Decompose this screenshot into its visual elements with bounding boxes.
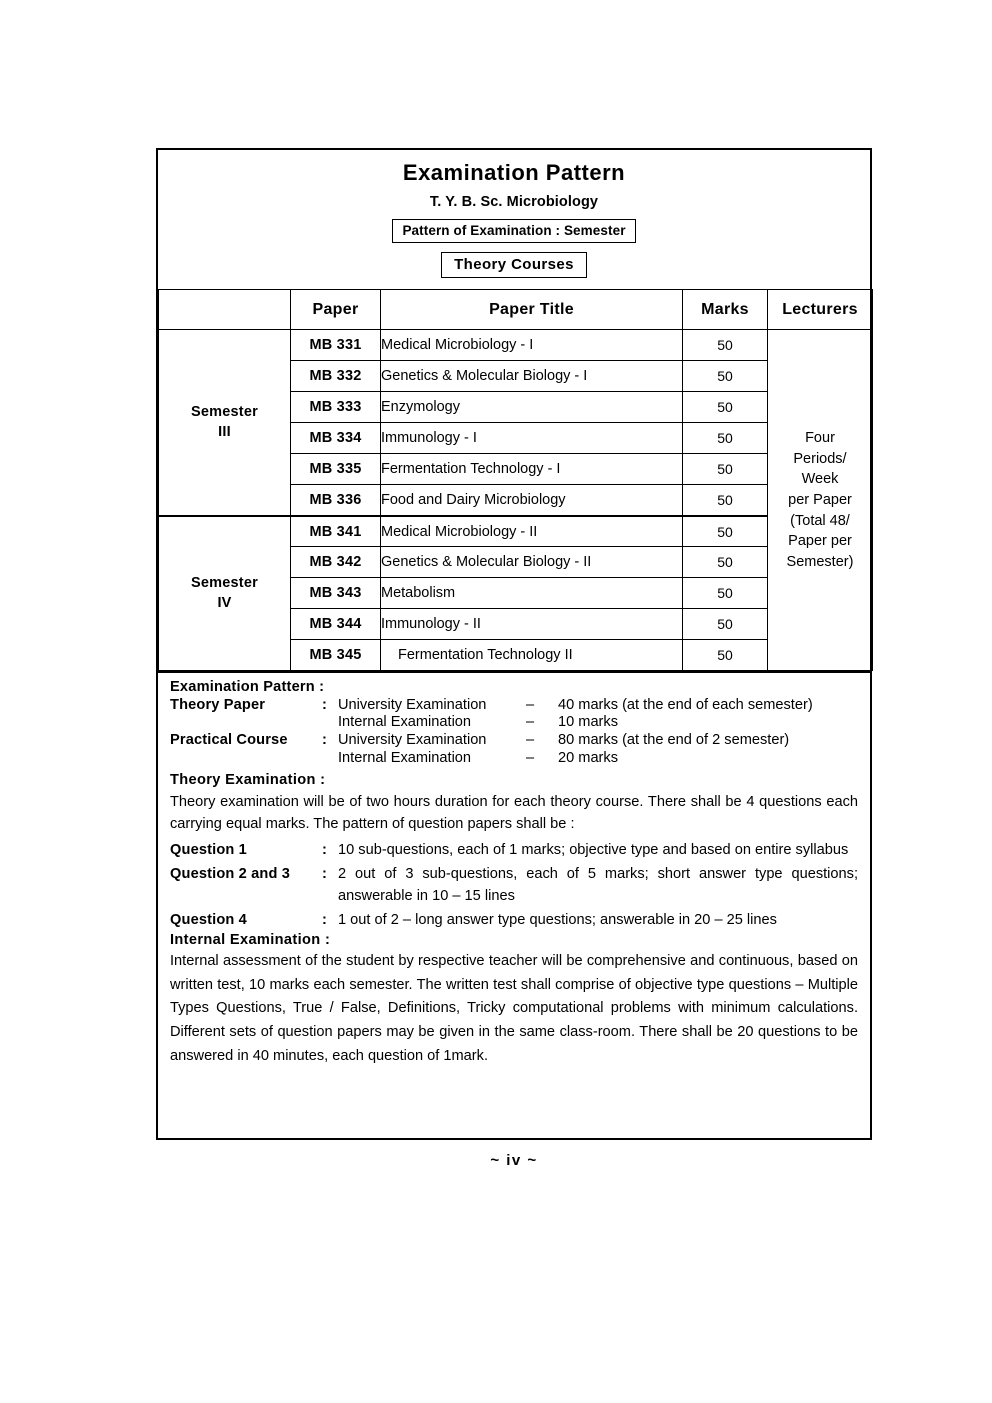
practical-course-colon: :: [322, 732, 327, 749]
lecturers-note-line: (Total 48/: [790, 512, 850, 529]
theory-paper-internal-value: 10 marks: [558, 714, 619, 731]
course-table: [158, 289, 873, 671]
paper-title: Immunology - II: [381, 609, 683, 640]
theory-paper-colon: :: [322, 696, 327, 713]
internal-examination-heading: Internal Examination :: [170, 931, 331, 948]
question-1-text: 10 sub-questions, each of 1 marks; objective type and based on entire syllabus: [338, 842, 849, 859]
paper-marks: 50: [683, 423, 768, 454]
page-footer: ~ iv ~: [490, 1152, 538, 1169]
paper-marks: 50: [683, 392, 768, 423]
column-header-paper: Paper: [291, 290, 381, 330]
theory-paper-university-value: 40 marks (at the end of each semester): [558, 696, 813, 713]
paper-code: MB 331: [291, 330, 381, 361]
paper-title: Genetics & Molecular Biology - II: [381, 547, 683, 578]
paper-code: MB 344: [291, 609, 381, 640]
paper-marks: 50: [683, 330, 768, 361]
paper-marks: 50: [683, 547, 768, 578]
lecturers-note-line: Periods/: [793, 450, 847, 467]
document-frame: [156, 148, 872, 1140]
paper-code: MB 334: [291, 423, 381, 454]
practical-course-university-value: 80 marks (at the end of 2 semester): [558, 732, 790, 749]
paper-marks: 50: [683, 516, 768, 547]
question-4-text: 1 out of 2 – long answer type questions; answerable in 20 – 25 lines: [338, 912, 777, 928]
paper-marks: 50: [683, 640, 768, 671]
semester-3-label-line1: Semester: [191, 403, 258, 420]
pattern-of-examination-container: [158, 219, 870, 244]
semester-4-label-line1: Semester: [191, 574, 258, 591]
theory-paper-row-1: [170, 698, 858, 713]
paper-marks: 50: [683, 485, 768, 516]
semester-3-label: [159, 330, 291, 516]
paper-code: MB 345: [291, 640, 381, 671]
theory-paper-dash-2: –: [526, 714, 535, 731]
theory-courses-container: [158, 252, 870, 278]
column-header-lecturers: Lecturers: [768, 290, 873, 330]
theory-paper-internal-label: Internal Examination: [338, 714, 472, 731]
paper-marks: 50: [683, 454, 768, 485]
paper-title: Medical Microbiology - I: [381, 330, 683, 361]
header-spacer: [158, 278, 870, 289]
table-row: [159, 330, 873, 361]
column-header-paper-title: Paper Title: [381, 290, 683, 330]
practical-course-internal-label: Internal Examination: [338, 749, 472, 766]
lecturers-note-line: Semester): [786, 553, 854, 570]
question-4-label: Question 4: [170, 912, 247, 928]
paper-code: MB 342: [291, 547, 381, 578]
lecturers-note: [768, 330, 873, 671]
theory-paper-label: Theory Paper: [170, 696, 266, 713]
practical-course-label: Practical Course: [170, 732, 288, 749]
lecturers-note-line: per Paper: [788, 491, 852, 508]
course-table-body: [159, 330, 873, 671]
course-table-header: [159, 290, 873, 330]
semester-4-label-line2: IV: [217, 594, 232, 611]
paper-title: Enzymology: [381, 392, 683, 423]
lecturers-note-line: Four: [805, 430, 835, 447]
paper-title: Fermentation Technology II: [381, 640, 683, 671]
examination-pattern-heading: Examination Pattern :: [170, 679, 325, 696]
column-header-semester: [159, 290, 291, 330]
question-4-colon: :: [322, 912, 327, 928]
practical-course-dash-1: –: [526, 732, 535, 749]
paper-title: Food and Dairy Microbiology: [381, 485, 683, 516]
paper-title: Fermentation Technology - I: [381, 454, 683, 485]
theory-courses-box: Theory Courses: [441, 252, 587, 278]
paper-code: MB 332: [291, 361, 381, 392]
column-header-marks: Marks: [683, 290, 768, 330]
table-header-row: [159, 290, 873, 330]
question-2-3-colon: :: [322, 865, 327, 882]
document-header: [158, 150, 870, 289]
paper-title: Metabolism: [381, 578, 683, 609]
page-title: Examination Pattern: [402, 160, 626, 185]
practical-course-row-2: [170, 751, 858, 766]
theory-paper-university-label: University Examination: [338, 696, 487, 713]
practical-course-university-label: University Examination: [338, 732, 487, 749]
practical-course-internal-value: 20 marks: [558, 749, 619, 766]
semester-3-label-line2: III: [218, 423, 231, 440]
paper-code: MB 333: [291, 392, 381, 423]
paper-code: MB 336: [291, 485, 381, 516]
lecturers-note-line: Paper per: [788, 533, 852, 550]
question-row: [170, 839, 858, 862]
paper-marks: 50: [683, 609, 768, 640]
theory-paper-dash-1: –: [526, 696, 535, 713]
examination-notes-section: [158, 671, 870, 1077]
practical-course-dash-2: –: [526, 749, 535, 766]
internal-examination-paragraph: Internal assessment of the student by respective teacher will be comprehensive and continuous, based on written test, 10 marks each semester. The written test shall comprise of objective type questions – Multiple Types Questions, True / False, Definitions, Tricky computational problems with minimum calculations. Different sets of question papers may be given in the same class-room. There shall be 20 questions to be answered in 40 minutes, each question of 1mark.: [170, 953, 858, 1064]
paper-code: MB 343: [291, 578, 381, 609]
theory-examination-heading: Theory Examination :: [170, 772, 326, 789]
pattern-of-examination-box: Pattern of Examination : Semester: [392, 219, 635, 244]
page-subtitle: T. Y. B. Sc. Microbiology: [429, 193, 599, 210]
question-1-label: Question 1: [170, 842, 247, 859]
lecturers-note-line: Week: [801, 471, 839, 488]
theory-examination-paragraph: Theory examination will be of two hours duration for each theory course. There shall be 4 questions each carrying equal marks. The pattern of question papers shall be :: [170, 793, 858, 832]
practical-course-row-1: [170, 733, 858, 748]
table-row: [159, 516, 873, 547]
theory-paper-row-2: [170, 715, 858, 730]
question-row: [170, 909, 858, 932]
paper-title: Genetics & Molecular Biology - I: [381, 361, 683, 392]
paper-code: MB 335: [291, 454, 381, 485]
semester-4-label: [159, 516, 291, 671]
paper-marks: 50: [683, 361, 768, 392]
paper-marks: 50: [683, 578, 768, 609]
paper-title: Medical Microbiology - II: [381, 516, 683, 547]
paper-title: Immunology - I: [381, 423, 683, 454]
paper-code: MB 341: [291, 516, 381, 547]
question-2-3-label: Question 2 and 3: [170, 865, 290, 882]
question-row: [170, 863, 858, 908]
question-2-3-text: 2 out of 3 sub-questions, each of 5 marks; short answer type questions; answerable in 10 – 15 lines: [338, 865, 858, 905]
question-1-colon: :: [322, 842, 327, 859]
